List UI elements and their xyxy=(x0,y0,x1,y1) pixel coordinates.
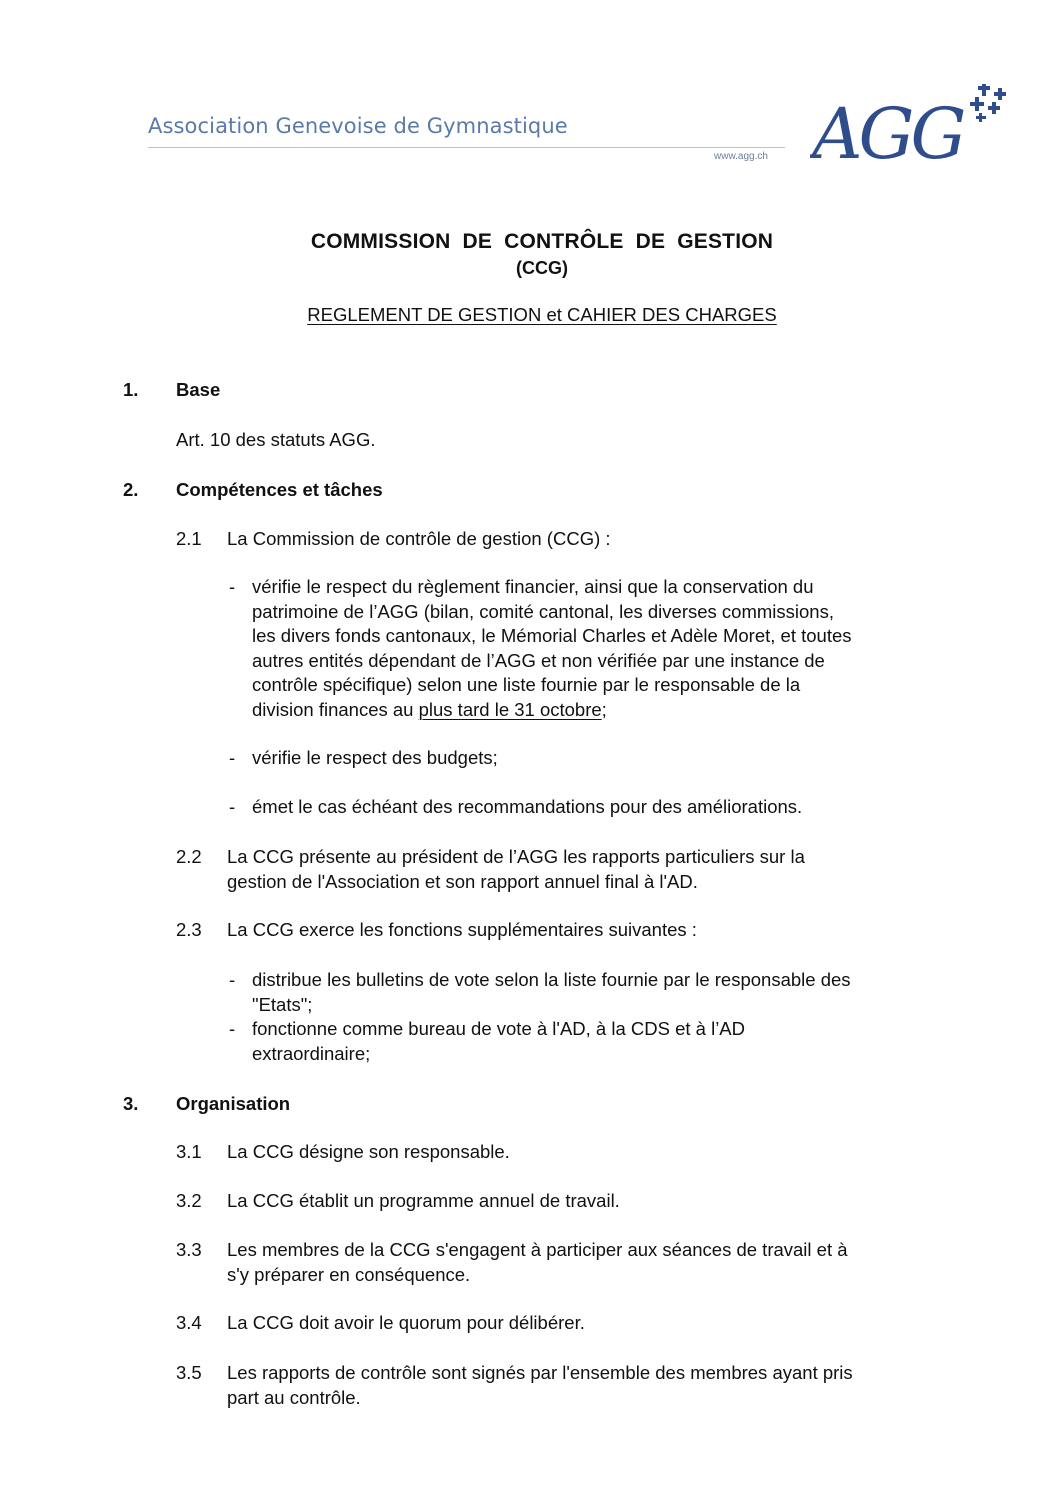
section-title: Organisation xyxy=(176,1093,291,1114)
document-subtitle: (CCG) xyxy=(516,258,568,278)
item-text: La CCG doit avoir le quorum pour délibérer. xyxy=(227,1312,585,1333)
bullet-text: distribue les bulletins de vote selon la liste fournie par le responsable des "Etats"; xyxy=(252,969,851,1015)
section-number: 1. xyxy=(123,379,139,400)
document-heading: REGLEMENT DE GESTION et CAHIER DES CHARGES xyxy=(307,304,777,325)
bullet-marker: - xyxy=(229,747,236,768)
bullet-marker: - xyxy=(229,969,236,990)
section-title: Base xyxy=(176,379,221,400)
deadline-emphasis: plus tard le 31 octobre xyxy=(418,698,602,720)
section-number: 2. xyxy=(123,479,139,500)
bullet-marker: - xyxy=(229,796,236,817)
bullet-text: émet le cas échéant des recommandations pour des améliorations. xyxy=(252,796,803,817)
bullet-marker: - xyxy=(229,576,236,597)
item-text: Les rapports de contrôle sont signés par l'ensemble des membres ayant pris part au contrôle. xyxy=(227,1362,853,1408)
item-number: 3.2 xyxy=(176,1190,202,1211)
bullet-text: vérifie le respect des budgets; xyxy=(252,747,498,768)
svg-text:AGG: AGG xyxy=(812,93,963,172)
item-number: 2.3 xyxy=(176,919,202,940)
header-divider xyxy=(148,147,785,148)
item-text: La CCG présente au président de l’AGG les rapports particuliers sur la gestion de l'Association et son rapport annuel final à l'AD. xyxy=(227,846,805,892)
item-number: 3.3 xyxy=(176,1239,202,1260)
item-text: La CCG désigne son responsable. xyxy=(227,1141,510,1162)
section-title: Compétences et tâches xyxy=(176,479,383,500)
paragraph: Art. 10 des statuts AGG. xyxy=(176,429,376,450)
document-title: COMMISSION DE CONTRÔLE DE GESTION xyxy=(310,230,774,253)
item-number: 3.4 xyxy=(176,1312,202,1333)
item-text: La CCG établit un programme annuel de travail. xyxy=(227,1190,620,1211)
item-number: 3.1 xyxy=(176,1141,202,1162)
bullet-text: vérifie le respect du règlement financier, ainsi que la conservation du patrimoine de l’AGG (bilan, comité cantonal, les diverses commissions, les divers fonds cantonaux, le Mémorial Charles et Adèle Moret, et toutes autres entités dépendant de l’AGG et non vérifiée par une instance de contrôle spécifique) selon une liste fournie par le responsable de la division finances au plus tard le 31 octobre; xyxy=(252,576,852,720)
section-number: 3. xyxy=(123,1093,139,1114)
association-name: Association Genevoise de Gymnastique xyxy=(148,114,568,138)
item-number: 2.1 xyxy=(176,528,202,549)
bullet-marker: - xyxy=(229,1018,236,1039)
website-url: www.agg.ch xyxy=(714,151,768,162)
item-text: La CCG exerce les fonctions supplémentaires suivantes : xyxy=(227,919,697,940)
bullet-text: fonctionne comme bureau de vote à l'AD, à la CDS et à l’AD extraordinaire; xyxy=(252,1018,746,1064)
item-text: Les membres de la CCG s'engagent à participer aux séances de travail et à s'y préparer en conséquence. xyxy=(227,1239,848,1285)
item-number: 3.5 xyxy=(176,1362,202,1383)
agg-logo xyxy=(810,84,1012,172)
item-number: 2.2 xyxy=(176,846,202,867)
item-text: La Commission de contrôle de gestion (CCG) : xyxy=(227,528,611,549)
